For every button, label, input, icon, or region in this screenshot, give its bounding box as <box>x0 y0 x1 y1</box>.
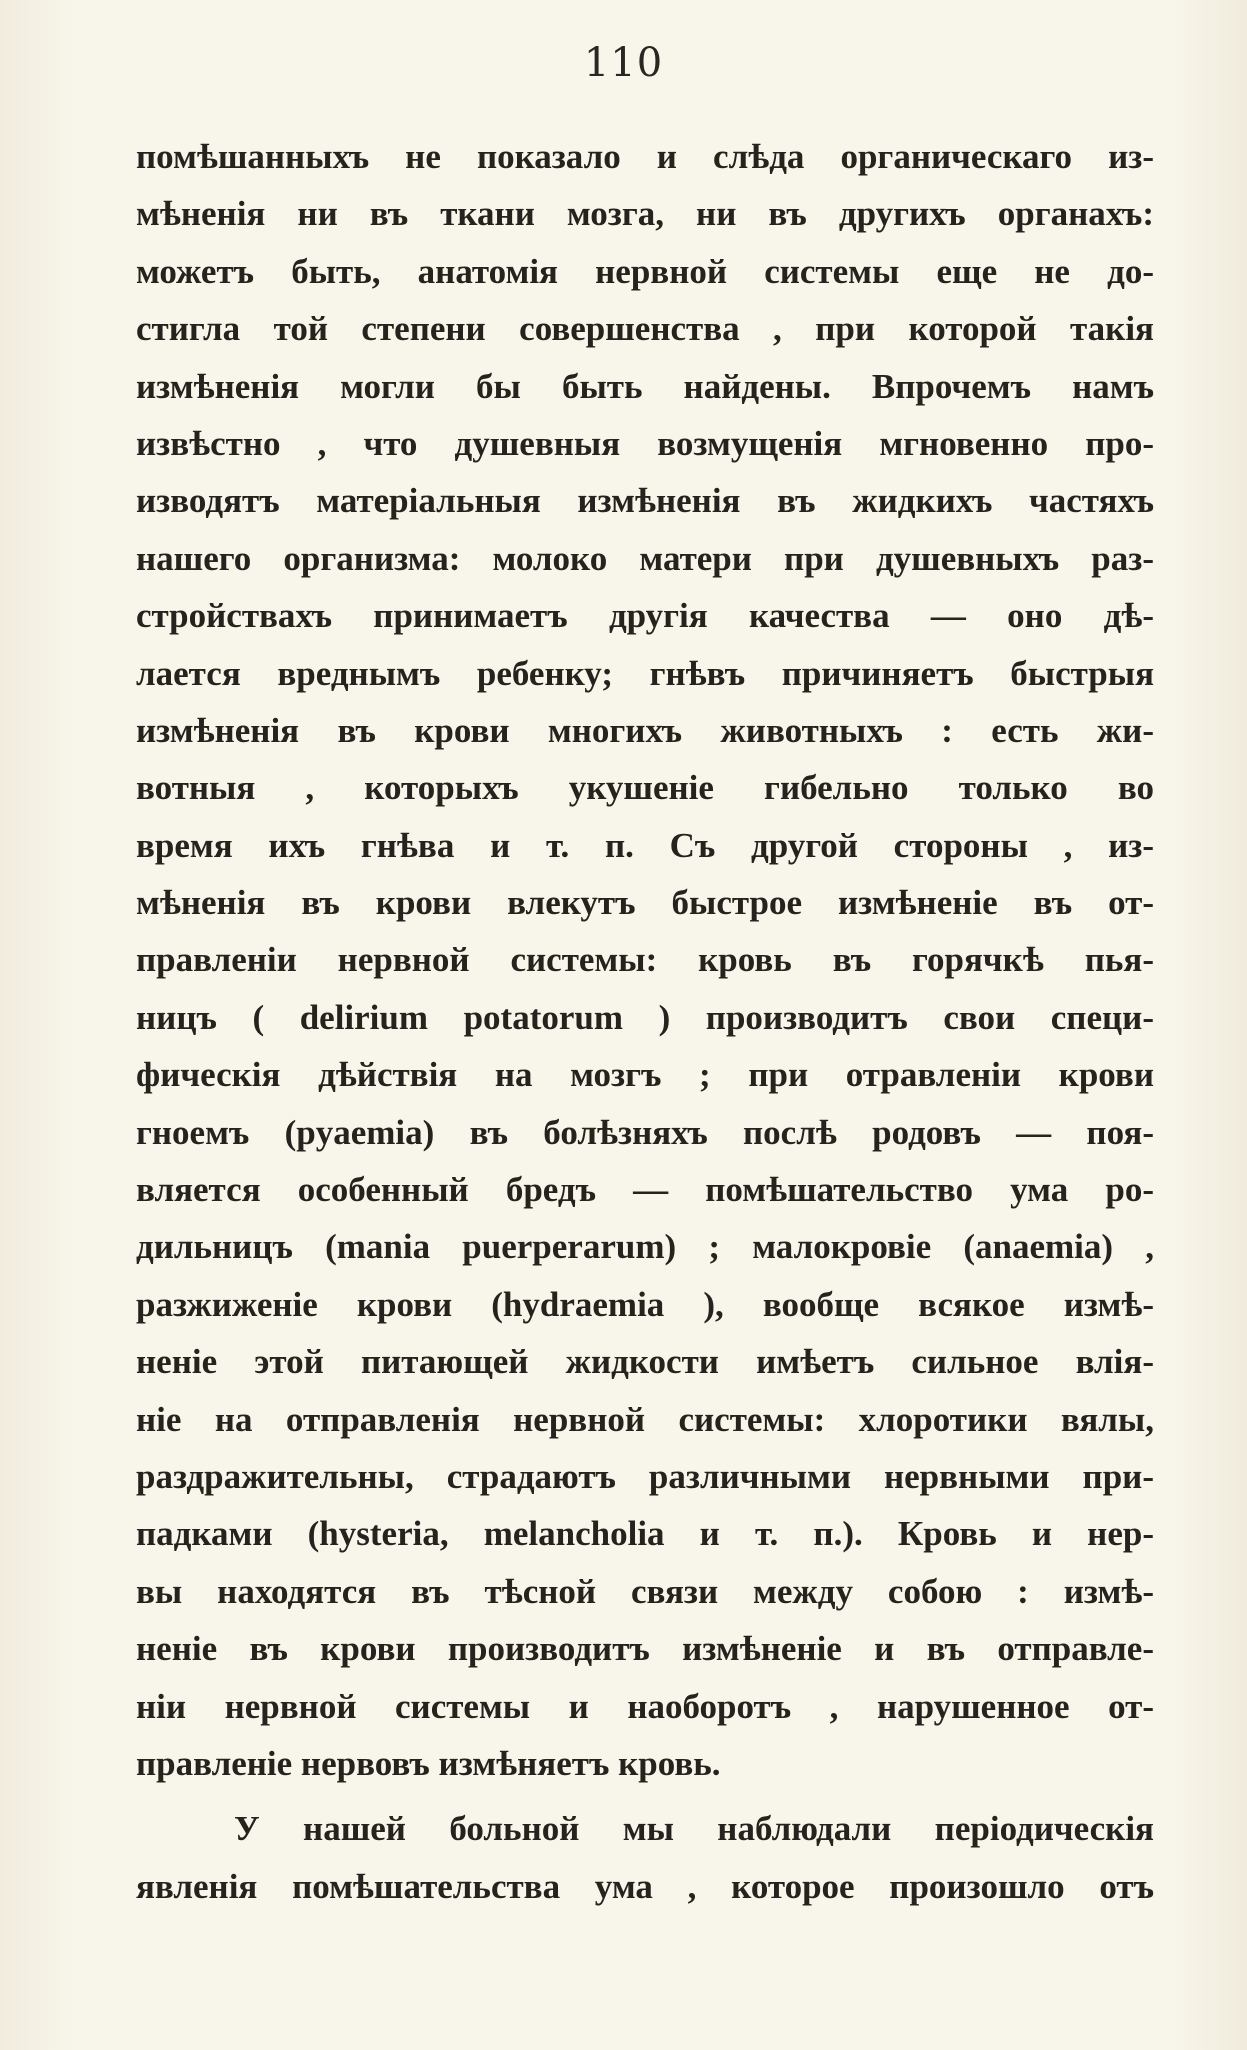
text-line: раздражительны, страдаютъ различными нервными при- <box>136 1456 1154 1496</box>
text-line: фическія дѣйствія на мозгъ ; при отравленіи крови <box>136 1055 1154 1095</box>
text-line: измѣненія въ крови многихъ животныхъ : есть жи- <box>136 710 1154 750</box>
text-line: стигла той степени совершенства , при которой такія <box>136 309 1154 349</box>
text-line: неніе этой питающей жидкости имѣетъ сильное влія- <box>136 1342 1154 1382</box>
text-line: помѣшанныхъ не показало и слѣда органическаго из- <box>136 137 1154 176</box>
text-line: неніе въ крови производитъ измѣненіе и въ отправле- <box>136 1629 1154 1669</box>
text-line: ницъ ( delirium potatorum ) производитъ свои специ- <box>136 997 1154 1037</box>
text-line: измѣненія могли бы быть найдены. Впрочемъ намъ <box>136 366 1154 406</box>
page-number: 110 <box>583 40 664 86</box>
text-line: разжиженіе крови (hydraemia ), вообще всякое измѣ- <box>136 1284 1154 1324</box>
text-line: дильницъ (mania puerperarum) ; малокровіе (anaemia) , <box>136 1227 1154 1267</box>
text-line: мѣненія ни въ ткани мозга, ни въ другихъ органахъ: <box>136 194 1154 234</box>
text-line: время ихъ гнѣва и т. п. Съ другой стороны , из- <box>136 825 1154 865</box>
text-line: вляется особенный бредъ — помѣшательство ума ро- <box>136 1170 1154 1210</box>
text-line-paragraph-start: У нашей больной мы наблюдали періодическія <box>234 1809 1154 1849</box>
text-line: гноемъ (pyaemia) въ болѣзняхъ послѣ родовъ — поя- <box>136 1112 1154 1152</box>
text-line: падками (hysteria, melancholia и т. п.). Кровь и нер- <box>136 1514 1154 1554</box>
text-line: можетъ быть, анатомія нервной системы еще не до- <box>136 251 1154 291</box>
text-line: мѣненія въ крови влекутъ быстрое измѣненіе въ от- <box>136 883 1154 923</box>
text-line: лается вреднымъ ребенку; гнѣвъ причиняетъ быстрыя <box>136 653 1154 693</box>
body-text <box>136 128 1154 1915</box>
text-line: извѣстно , что душевныя возмущенія мгновенно про- <box>136 423 1154 463</box>
text-line: изводятъ матеріальныя измѣненія въ жидкихъ частяхъ <box>136 481 1154 521</box>
text-line: явленія помѣшательства ума , которое произошло отъ <box>136 1866 1154 1906</box>
text-line: нашего организма: молоко матери при душевныхъ раз- <box>136 538 1154 578</box>
text-line: ніи нервной системы и наоборотъ , нарушенное от- <box>136 1686 1154 1726</box>
text-line: вотныя , которыхъ укушеніе гибельно только во <box>136 768 1154 808</box>
text-line: вы находятся въ тѣсной связи между собою : измѣ- <box>136 1571 1154 1611</box>
text-line: стройствахъ принимаетъ другія качества — оно дѣ- <box>136 596 1154 636</box>
text-line: ніе на отправленія нервной системы: хлоротики вялы, <box>136 1399 1154 1439</box>
text-line: правленіи нервной системы: кровь въ горячкѣ пья- <box>136 940 1154 980</box>
text-line-paragraph-end: правленіе нервовъ измѣняетъ кровь. <box>136 1743 721 1783</box>
